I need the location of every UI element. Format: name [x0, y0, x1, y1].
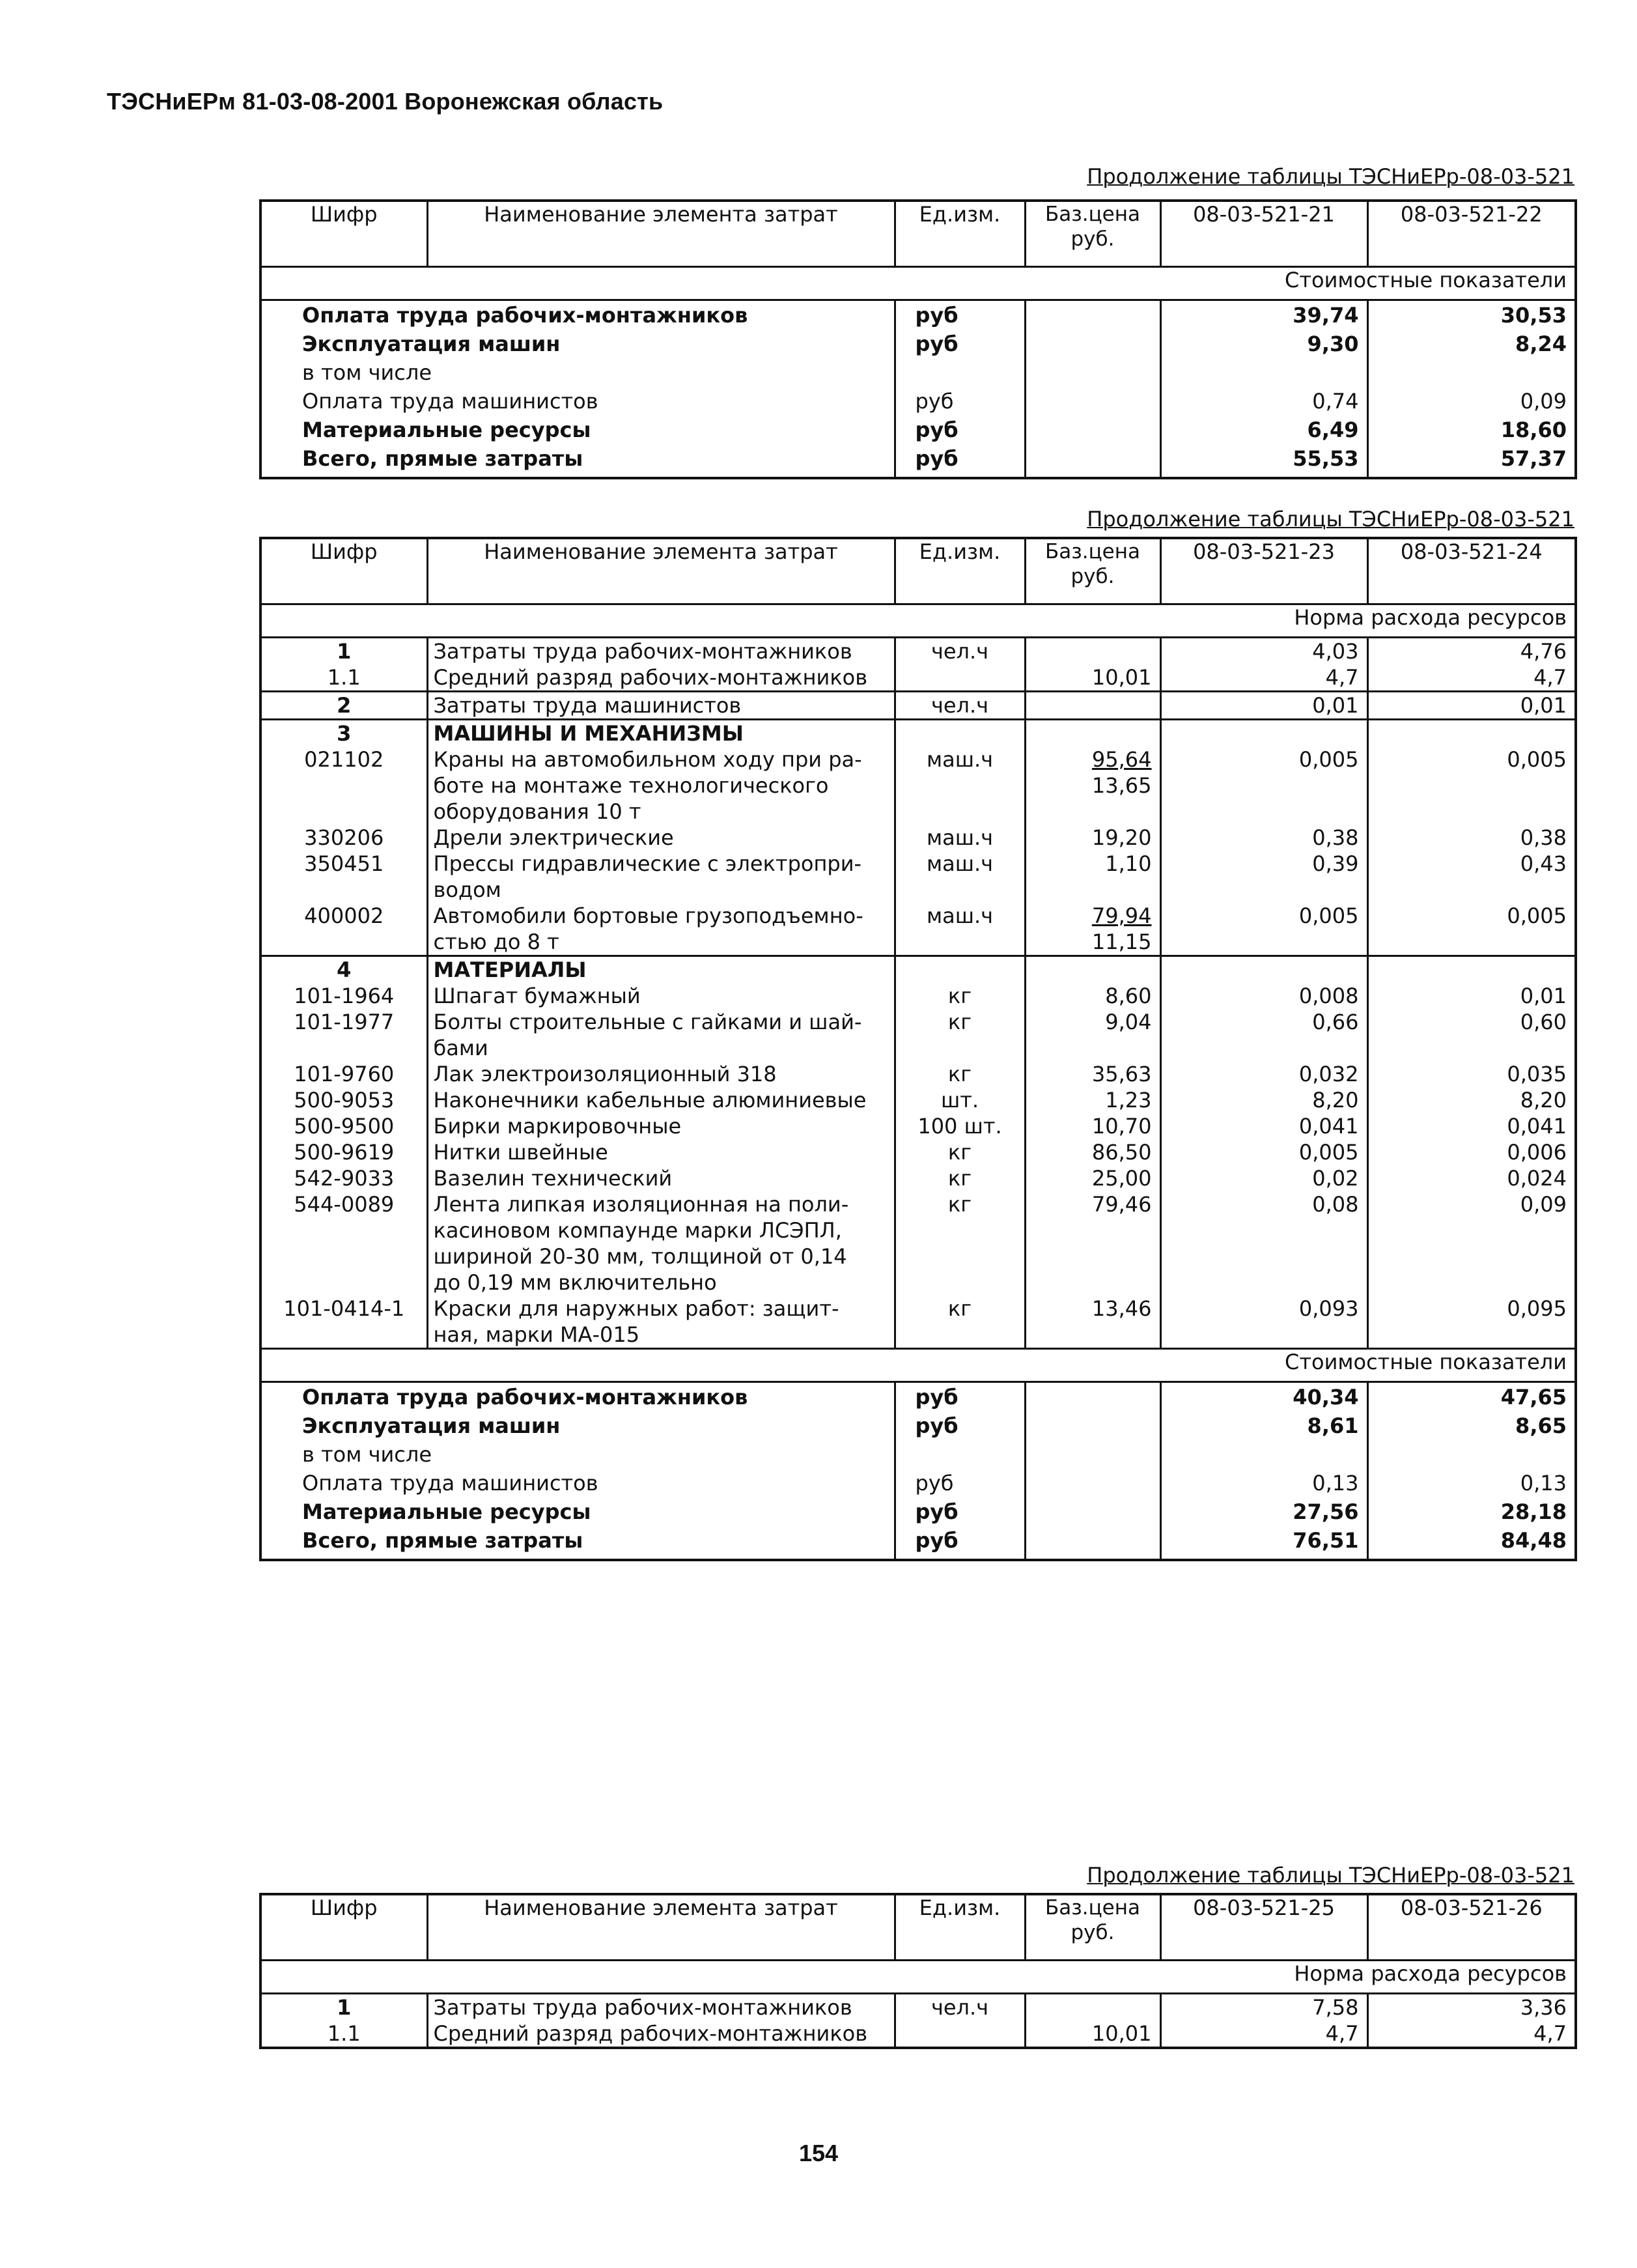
summary-unit: руб — [895, 1469, 1025, 1497]
row-code: 2 — [260, 692, 427, 720]
row-code: 1.1 — [260, 2020, 427, 2048]
row-value-2: 4,7 — [1367, 2020, 1576, 2048]
row-name: Вазелин технический — [427, 1165, 895, 1191]
row-code: 1 — [260, 638, 427, 665]
row-name: Бирки маркировочные — [427, 1113, 895, 1139]
row-value-1: 0,005 — [1160, 1139, 1367, 1165]
row-value-2: 0,005 — [1367, 746, 1576, 825]
summary-name: Материальные ресурсы — [260, 416, 895, 444]
summary-row — [260, 358, 1576, 387]
table-row — [260, 1139, 1576, 1165]
section-header-row — [260, 604, 1576, 638]
row-code: 330206 — [260, 825, 427, 851]
row-code: 1 — [260, 1994, 427, 2021]
table-row — [260, 692, 1576, 720]
row-name: Прессы гидравлические с электропри- водом — [427, 851, 895, 903]
row-value-2: 0,43 — [1367, 851, 1576, 903]
summary-row — [260, 300, 1576, 330]
row-value-2: 4,76 — [1367, 638, 1576, 665]
row-value-2: 0,01 — [1367, 983, 1576, 1009]
row-price: 86,50 — [1025, 1139, 1160, 1165]
row-code: 101-1977 — [260, 1009, 427, 1061]
row-value-1 — [1160, 956, 1367, 984]
row-price — [1025, 1994, 1160, 2021]
summary-value-1: 55,53 — [1160, 444, 1367, 478]
column-header: Ед.изм. — [895, 201, 1025, 267]
row-value-2: 0,024 — [1367, 1165, 1576, 1191]
summary-value-1: 39,74 — [1160, 300, 1367, 330]
row-price — [1025, 638, 1160, 665]
section-title: Норма расхода ресурсов — [260, 1961, 1576, 1994]
summary-value-2 — [1367, 358, 1576, 387]
section-header-row — [260, 1349, 1576, 1382]
summary-price — [1025, 1497, 1160, 1526]
row-name: Затраты труда рабочих-монтажников — [427, 1994, 895, 2021]
table-row — [260, 983, 1576, 1009]
row-value-1: 0,005 — [1160, 903, 1367, 956]
row-value-2: 4,7 — [1367, 664, 1576, 692]
column-header: Баз.цена руб. — [1025, 538, 1160, 604]
row-unit: чел.ч — [895, 1994, 1025, 2021]
summary-row — [260, 416, 1576, 444]
row-name: Шпагат бумажный — [427, 983, 895, 1009]
summary-value-1: 76,51 — [1160, 1526, 1367, 1560]
row-code: 021102 — [260, 746, 427, 825]
summary-unit: руб — [895, 416, 1025, 444]
row-value-1: 0,032 — [1160, 1061, 1367, 1087]
row-value-2: 0,006 — [1367, 1139, 1576, 1165]
row-price: 19,20 — [1025, 825, 1160, 851]
summary-value-2: 8,65 — [1367, 1411, 1576, 1440]
row-price: 1,10 — [1025, 851, 1160, 903]
row-value-1: 4,7 — [1160, 664, 1367, 692]
summary-value-2: 30,53 — [1367, 300, 1576, 330]
row-name: Лак электроизоляционный 318 — [427, 1061, 895, 1087]
row-price: 9,04 — [1025, 1009, 1160, 1061]
summary-name: Материальные ресурсы — [260, 1497, 895, 1526]
row-unit: чел.ч — [895, 692, 1025, 720]
price-value: 95,64 — [1091, 747, 1152, 772]
cost-table — [259, 1893, 1577, 2049]
row-unit: маш.ч — [895, 903, 1025, 956]
table-header-row — [260, 538, 1576, 604]
row-value-1: 0,38 — [1160, 825, 1367, 851]
row-code: 400002 — [260, 903, 427, 956]
row-unit: кг — [895, 1191, 1025, 1296]
column-header: Шифр — [260, 201, 427, 267]
row-unit: маш.ч — [895, 851, 1025, 903]
summary-value-2: 84,48 — [1367, 1526, 1576, 1560]
table-row — [260, 1296, 1576, 1349]
row-value-1: 7,58 — [1160, 1994, 1367, 2021]
summary-name: в том числе — [260, 358, 895, 387]
summary-value-1: 0,13 — [1160, 1469, 1367, 1497]
summary-row — [260, 1382, 1576, 1412]
row-name: Затраты труда рабочих-монтажников — [427, 638, 895, 665]
summary-value-1: 6,49 — [1160, 416, 1367, 444]
price-machinist: 13,65 — [1091, 773, 1152, 798]
row-value-1: 0,08 — [1160, 1191, 1367, 1296]
table-row — [260, 664, 1576, 692]
table-caption: Продолжение таблицы ТЭСНиЕРр-08-03-521 — [1087, 164, 1574, 189]
summary-price — [1025, 330, 1160, 358]
summary-unit: руб — [895, 1382, 1025, 1412]
row-unit: кг — [895, 1165, 1025, 1191]
summary-name: Всего, прямые затраты — [260, 444, 895, 478]
summary-name: Оплата труда рабочих-монтажников — [260, 1382, 895, 1412]
row-price: 8,60 — [1025, 983, 1160, 1009]
row-value-2: 8,20 — [1367, 1087, 1576, 1113]
table-row — [260, 1009, 1576, 1061]
row-value-2: 0,095 — [1367, 1296, 1576, 1349]
row-value-2 — [1367, 956, 1576, 984]
cost-table — [259, 199, 1577, 479]
table-row — [260, 851, 1576, 903]
cost-table — [259, 537, 1577, 1561]
row-name: Краны на автомобильном ходу при ра- боте на монтаже технологического оборудования 10 т — [427, 746, 895, 825]
summary-unit — [895, 358, 1025, 387]
summary-value-2: 0,09 — [1367, 387, 1576, 416]
row-value-1: 0,041 — [1160, 1113, 1367, 1139]
document-header: ТЭСНиЕРм 81-03-08-2001 Воронежская область — [107, 88, 664, 115]
table-row — [260, 956, 1576, 984]
row-name: Лента липкая изоляционная на поли- касиновом компаунде марки ЛСЭПЛ, шириной 20-30 мм, толщиной от 0,14 до 0,19 мм включительно — [427, 1191, 895, 1296]
section-title: Стоимостные показатели — [260, 267, 1576, 300]
column-header: Ед.изм. — [895, 1894, 1025, 1961]
row-name: МАТЕРИАЛЫ — [427, 956, 895, 984]
column-header: 08-03-521-22 — [1367, 201, 1576, 267]
table-row — [260, 903, 1576, 956]
row-value-1: 4,7 — [1160, 2020, 1367, 2048]
summary-row — [260, 330, 1576, 358]
table-header-row — [260, 201, 1576, 267]
column-header: 08-03-521-25 — [1160, 1894, 1367, 1961]
summary-value-2 — [1367, 1440, 1576, 1469]
row-code: 500-9500 — [260, 1113, 427, 1139]
row-unit: чел.ч — [895, 638, 1025, 665]
row-value-1: 4,03 — [1160, 638, 1367, 665]
row-unit: маш.ч — [895, 746, 1025, 825]
row-name: Нитки швейные — [427, 1139, 895, 1165]
summary-name: Эксплуатация машин — [260, 1411, 895, 1440]
row-value-1: 0,093 — [1160, 1296, 1367, 1349]
price-value: 79,94 — [1091, 903, 1152, 928]
row-price — [1025, 720, 1160, 747]
summary-name: Оплата труда машинистов — [260, 1469, 895, 1497]
row-unit — [895, 956, 1025, 984]
summary-value-1: 27,56 — [1160, 1497, 1367, 1526]
summary-value-2: 57,37 — [1367, 444, 1576, 478]
row-name: МАШИНЫ И МЕХАНИЗМЫ — [427, 720, 895, 747]
row-price: 35,63 — [1025, 1061, 1160, 1087]
row-price: 10,01 — [1025, 664, 1160, 692]
column-header: 08-03-521-21 — [1160, 201, 1367, 267]
summary-value-2: 8,24 — [1367, 330, 1576, 358]
row-unit: кг — [895, 1139, 1025, 1165]
column-header: 08-03-521-24 — [1367, 538, 1576, 604]
column-header: Наименование элемента затрат — [427, 1894, 895, 1961]
row-unit: 100 шт. — [895, 1113, 1025, 1139]
table-header-row — [260, 1894, 1576, 1961]
summary-name: Оплата труда рабочих-монтажников — [260, 300, 895, 330]
table-row — [260, 2020, 1576, 2048]
row-unit — [895, 720, 1025, 747]
row-name: Дрели электрические — [427, 825, 895, 851]
summary-row — [260, 1440, 1576, 1469]
row-price: 10,70 — [1025, 1113, 1160, 1139]
row-code: 500-9053 — [260, 1087, 427, 1113]
row-price: 1,23 — [1025, 1087, 1160, 1113]
summary-unit: руб — [895, 300, 1025, 330]
row-unit: кг — [895, 1296, 1025, 1349]
row-code: 544-0089 — [260, 1191, 427, 1296]
summary-unit: руб — [895, 1411, 1025, 1440]
row-value-1: 0,39 — [1160, 851, 1367, 903]
summary-unit: руб — [895, 1497, 1025, 1526]
row-name: Средний разряд рабочих-монтажников — [427, 2020, 895, 2048]
summary-unit — [895, 1440, 1025, 1469]
column-header: Шифр — [260, 538, 427, 604]
summary-price — [1025, 1469, 1160, 1497]
row-value-2: 0,60 — [1367, 1009, 1576, 1061]
row-unit: шт. — [895, 1087, 1025, 1113]
row-code: 1.1 — [260, 664, 427, 692]
column-header: Баз.цена руб. — [1025, 201, 1160, 267]
table-row — [260, 720, 1576, 747]
row-code: 101-9760 — [260, 1061, 427, 1087]
summary-price — [1025, 1526, 1160, 1560]
row-price — [1025, 956, 1160, 984]
summary-unit: руб — [895, 330, 1025, 358]
row-code: 101-1964 — [260, 983, 427, 1009]
row-value-2: 0,01 — [1367, 692, 1576, 720]
column-header: Шифр — [260, 1894, 427, 1961]
summary-value-2: 0,13 — [1367, 1469, 1576, 1497]
section-header-row — [260, 267, 1576, 300]
row-value-1: 0,008 — [1160, 983, 1367, 1009]
row-unit: кг — [895, 983, 1025, 1009]
table-row — [260, 1191, 1576, 1296]
summary-row — [260, 444, 1576, 478]
row-unit: маш.ч — [895, 825, 1025, 851]
summary-value-1: 0,74 — [1160, 387, 1367, 416]
row-price: 13,46 — [1025, 1296, 1160, 1349]
summary-unit: руб — [895, 1526, 1025, 1560]
table-caption: Продолжение таблицы ТЭСНиЕРр-08-03-521 — [1087, 507, 1574, 532]
row-value-2 — [1367, 720, 1576, 747]
summary-unit: руб — [895, 387, 1025, 416]
column-header: Наименование элемента затрат — [427, 538, 895, 604]
column-header: Ед.изм. — [895, 538, 1025, 604]
row-value-2: 0,035 — [1367, 1061, 1576, 1087]
page-number: 154 — [798, 2140, 839, 2166]
table-row — [260, 1994, 1576, 2021]
section-header-row — [260, 1961, 1576, 1994]
summary-value-1: 9,30 — [1160, 330, 1367, 358]
row-unit: кг — [895, 1009, 1025, 1061]
row-value-2: 0,09 — [1367, 1191, 1576, 1296]
row-value-1: 0,02 — [1160, 1165, 1367, 1191]
row-name: Болты строительные с гайками и шай- бами — [427, 1009, 895, 1061]
summary-name: Всего, прямые затраты — [260, 1526, 895, 1560]
section-title: Стоимостные показатели — [260, 1349, 1576, 1382]
row-value-1: 0,01 — [1160, 692, 1367, 720]
summary-value-2: 18,60 — [1367, 416, 1576, 444]
row-name: Средний разряд рабочих-монтажников — [427, 664, 895, 692]
row-value-2: 0,041 — [1367, 1113, 1576, 1139]
row-code: 350451 — [260, 851, 427, 903]
table-row — [260, 1087, 1576, 1113]
row-name: Автомобили бортовые грузоподъемно- стью до 8 т — [427, 903, 895, 956]
table-row — [260, 825, 1576, 851]
column-header: 08-03-521-26 — [1367, 1894, 1576, 1961]
row-unit — [895, 2020, 1025, 2048]
summary-row — [260, 1497, 1576, 1526]
table-row — [260, 1113, 1576, 1139]
column-header: Наименование элемента затрат — [427, 201, 895, 267]
summary-unit: руб — [895, 444, 1025, 478]
row-price: 25,00 — [1025, 1165, 1160, 1191]
row-name: Наконечники кабельные алюминиевые — [427, 1087, 895, 1113]
row-name: Краски для наружных работ: защит- ная, марки МА-015 — [427, 1296, 895, 1349]
row-code: 500-9619 — [260, 1139, 427, 1165]
summary-value-2: 28,18 — [1367, 1497, 1576, 1526]
summary-price — [1025, 1440, 1160, 1469]
row-price: 10,01 — [1025, 2020, 1160, 2048]
table-caption: Продолжение таблицы ТЭСНиЕРр-08-03-521 — [1087, 1863, 1574, 1888]
row-code: 4 — [260, 956, 427, 984]
row-price — [1025, 903, 1160, 956]
summary-row — [260, 1469, 1576, 1497]
summary-price — [1025, 358, 1160, 387]
summary-value-1: 8,61 — [1160, 1411, 1367, 1440]
summary-name: Эксплуатация машин — [260, 330, 895, 358]
row-value-2: 0,38 — [1367, 825, 1576, 851]
row-price — [1025, 746, 1160, 825]
summary-name: в том числе — [260, 1440, 895, 1469]
summary-price — [1025, 387, 1160, 416]
row-value-1: 0,66 — [1160, 1009, 1367, 1061]
summary-price — [1025, 1382, 1160, 1412]
table-row — [260, 638, 1576, 665]
table-row — [260, 1165, 1576, 1191]
summary-value-1: 40,34 — [1160, 1382, 1367, 1412]
row-value-1: 8,20 — [1160, 1087, 1367, 1113]
row-name: Затраты труда машинистов — [427, 692, 895, 720]
row-code: 3 — [260, 720, 427, 747]
summary-value-1 — [1160, 358, 1367, 387]
summary-row — [260, 387, 1576, 416]
summary-row — [260, 1411, 1576, 1440]
table-row — [260, 746, 1576, 825]
row-price: 79,46 — [1025, 1191, 1160, 1296]
section-title: Норма расхода ресурсов — [260, 604, 1576, 638]
row-code: 542-9033 — [260, 1165, 427, 1191]
table-row — [260, 1061, 1576, 1087]
summary-price — [1025, 416, 1160, 444]
row-value-2: 3,36 — [1367, 1994, 1576, 2021]
summary-price — [1025, 1411, 1160, 1440]
column-header: Баз.цена руб. — [1025, 1894, 1160, 1961]
row-unit — [895, 664, 1025, 692]
column-header: 08-03-521-23 — [1160, 538, 1367, 604]
row-price — [1025, 692, 1160, 720]
row-value-2: 0,005 — [1367, 903, 1576, 956]
summary-price — [1025, 444, 1160, 478]
summary-name: Оплата труда машинистов — [260, 387, 895, 416]
summary-value-1 — [1160, 1440, 1367, 1469]
row-value-1: 0,005 — [1160, 746, 1367, 825]
row-value-1 — [1160, 720, 1367, 747]
price-machinist: 11,15 — [1091, 929, 1152, 954]
summary-price — [1025, 300, 1160, 330]
summary-value-2: 47,65 — [1367, 1382, 1576, 1412]
summary-row — [260, 1526, 1576, 1560]
row-unit: кг — [895, 1061, 1025, 1087]
row-code: 101-0414-1 — [260, 1296, 427, 1349]
